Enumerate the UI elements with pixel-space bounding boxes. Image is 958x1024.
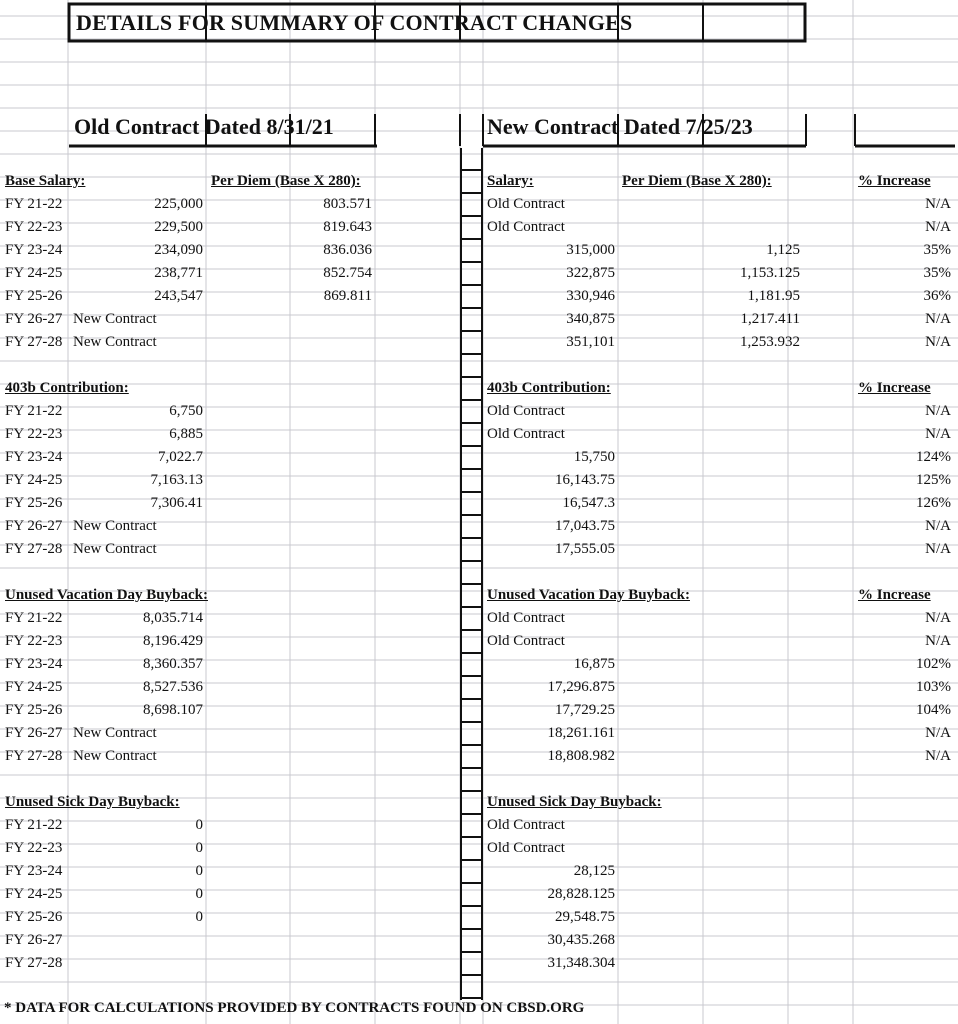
pct-increase: N/A — [925, 334, 951, 350]
new-per-diem: 1,153.125 — [740, 265, 800, 281]
new-value: 17,555.05 — [555, 541, 615, 557]
old-section-title: Unused Sick Day Buyback: — [5, 794, 180, 810]
fiscal-year-label: FY 26-27 — [5, 311, 63, 327]
pct-increase: 36% — [923, 288, 951, 304]
fiscal-year-label: FY 26-27 — [5, 725, 63, 741]
old-section-subtitle: Per Diem (Base X 280): — [211, 173, 361, 189]
old-value: New Contract — [73, 541, 157, 557]
fiscal-year-label: FY 21-22 — [5, 817, 63, 833]
new-value: 15,750 — [573, 449, 615, 465]
new-value: 18,808.982 — [547, 748, 615, 764]
old-section-title: Unused Vacation Day Buyback: — [5, 587, 208, 603]
fiscal-year-label: FY 26-27 — [5, 518, 63, 534]
fiscal-year-label: FY 27-28 — [5, 334, 63, 350]
old-value: 7,306.41 — [150, 495, 203, 511]
pct-increase: N/A — [925, 725, 951, 741]
old-value: 238,771 — [154, 265, 203, 281]
new-value: 30,435.268 — [547, 932, 615, 948]
new-per-diem: 1,125 — [766, 242, 800, 258]
fiscal-year-label: FY 22-23 — [5, 426, 63, 442]
fiscal-year-label: FY 21-22 — [5, 403, 63, 419]
new-section-title: Unused Vacation Day Buyback: — [487, 587, 690, 603]
pct-increase-header: % Increase — [858, 173, 931, 189]
old-per-diem: 852.754 — [323, 265, 372, 281]
pct-increase-header: % Increase — [858, 380, 931, 396]
new-value: Old Contract — [487, 196, 565, 212]
pct-increase: N/A — [925, 403, 951, 419]
pct-increase: 125% — [916, 472, 951, 488]
pct-increase: 35% — [923, 265, 951, 281]
pct-increase-header: % Increase — [858, 587, 931, 603]
old-value: 243,547 — [154, 288, 203, 304]
new-value: 28,125 — [573, 863, 615, 879]
pct-increase: N/A — [925, 541, 951, 557]
pct-increase: N/A — [925, 311, 951, 327]
fiscal-year-label: FY 24-25 — [5, 472, 63, 488]
old-value: 7,022.7 — [158, 449, 203, 465]
old-value: 225,000 — [154, 196, 203, 212]
pct-increase: N/A — [925, 219, 951, 235]
new-value: 31,348.304 — [547, 955, 615, 971]
pct-increase: N/A — [925, 196, 951, 212]
new-value: Old Contract — [487, 403, 565, 419]
old-value: 6,885 — [169, 426, 203, 442]
new-value: Old Contract — [487, 840, 565, 856]
new-per-diem: 1,181.95 — [747, 288, 800, 304]
new-per-diem: 1,253.932 — [740, 334, 800, 350]
fiscal-year-label: FY 25-26 — [5, 702, 63, 718]
new-value: 16,143.75 — [555, 472, 615, 488]
old-section-title: Base Salary: — [5, 173, 86, 189]
sheet-title: DETAILS FOR SUMMARY OF CONTRACT CHANGES — [76, 10, 633, 35]
new-value: 17,729.25 — [555, 702, 615, 718]
footer-note: * DATA FOR CALCULATIONS PROVIDED BY CONTRACTS FOUND ON CBSD.ORG — [4, 1000, 585, 1016]
old-contract-header: Old Contract Dated 8/31/21 — [74, 114, 334, 139]
old-value: 229,500 — [154, 219, 203, 235]
new-value: Old Contract — [487, 817, 565, 833]
old-value: New Contract — [73, 725, 157, 741]
old-value: 234,090 — [154, 242, 203, 258]
new-value: 330,946 — [566, 288, 615, 304]
new-section-subtitle: Per Diem (Base X 280): — [622, 173, 772, 189]
pct-increase: N/A — [925, 748, 951, 764]
new-value: 322,875 — [566, 265, 615, 281]
pct-increase: N/A — [925, 633, 951, 649]
pct-increase: N/A — [925, 426, 951, 442]
old-value: 8,196.429 — [143, 633, 203, 649]
fiscal-year-label: FY 21-22 — [5, 610, 63, 626]
old-value: New Contract — [73, 518, 157, 534]
pct-increase: 103% — [916, 679, 951, 695]
old-value: New Contract — [73, 748, 157, 764]
new-per-diem: 1,217.411 — [740, 311, 800, 327]
old-per-diem: 819.643 — [323, 219, 372, 235]
old-value: 8,527.536 — [143, 679, 203, 695]
new-value: Old Contract — [487, 633, 565, 649]
old-value: 0 — [195, 840, 203, 856]
fiscal-year-label: FY 22-23 — [5, 219, 63, 235]
fiscal-year-label: FY 24-25 — [5, 265, 63, 281]
old-value: 8,360.357 — [143, 656, 203, 672]
old-value: 8,035.714 — [143, 610, 203, 626]
new-section-title: Salary: — [487, 173, 534, 189]
fiscal-year-label: FY 25-26 — [5, 288, 63, 304]
new-value: 29,548.75 — [555, 909, 615, 925]
fiscal-year-label: FY 22-23 — [5, 633, 63, 649]
new-value: Old Contract — [487, 610, 565, 626]
pct-increase: 104% — [916, 702, 951, 718]
pct-increase: 124% — [916, 449, 951, 465]
fiscal-year-label: FY 25-26 — [5, 909, 63, 925]
new-contract-header: New Contract Dated 7/25/23 — [487, 114, 753, 139]
fiscal-year-label: FY 21-22 — [5, 196, 63, 212]
old-section-title: 403b Contribution: — [5, 380, 129, 396]
fiscal-year-label: FY 26-27 — [5, 932, 63, 948]
new-value: 17,296.875 — [547, 679, 615, 695]
old-value: New Contract — [73, 334, 157, 350]
fiscal-year-label: FY 24-25 — [5, 679, 63, 695]
new-value: 18,261.161 — [547, 725, 615, 741]
old-per-diem: 869.811 — [323, 288, 372, 304]
pct-increase: 102% — [916, 656, 951, 672]
new-section-title: 403b Contribution: — [487, 380, 611, 396]
old-value: 8,698.107 — [143, 702, 203, 718]
old-value: 0 — [195, 886, 203, 902]
fiscal-year-label: FY 27-28 — [5, 955, 63, 971]
old-value: 6,750 — [169, 403, 203, 419]
fiscal-year-label: FY 27-28 — [5, 748, 63, 764]
new-value: 315,000 — [566, 242, 615, 258]
new-value: Old Contract — [487, 426, 565, 442]
fiscal-year-label: FY 23-24 — [5, 656, 63, 672]
new-value: 16,547.3 — [562, 495, 615, 511]
old-per-diem: 803.571 — [323, 196, 372, 212]
fiscal-year-label: FY 27-28 — [5, 541, 63, 557]
fiscal-year-label: FY 23-24 — [5, 242, 63, 258]
old-value: 7,163.13 — [150, 472, 203, 488]
old-value: New Contract — [73, 311, 157, 327]
new-value: 17,043.75 — [555, 518, 615, 534]
fiscal-year-label: FY 22-23 — [5, 840, 63, 856]
pct-increase: N/A — [925, 518, 951, 534]
fiscal-year-label: FY 25-26 — [5, 495, 63, 511]
new-section-title: Unused Sick Day Buyback: — [487, 794, 662, 810]
new-value: 16,875 — [573, 656, 615, 672]
pct-increase: N/A — [925, 610, 951, 626]
old-per-diem: 836.036 — [323, 242, 372, 258]
new-value: 340,875 — [566, 311, 615, 327]
new-value: 351,101 — [566, 334, 615, 350]
old-value: 0 — [195, 863, 203, 879]
pct-increase: 35% — [923, 242, 951, 258]
fiscal-year-label: FY 23-24 — [5, 449, 63, 465]
new-value: Old Contract — [487, 219, 565, 235]
fiscal-year-label: FY 24-25 — [5, 886, 63, 902]
old-value: 0 — [195, 909, 203, 925]
fiscal-year-label: FY 23-24 — [5, 863, 63, 879]
pct-increase: 126% — [916, 495, 951, 511]
old-value: 0 — [195, 817, 203, 833]
new-value: 28,828.125 — [547, 886, 615, 902]
